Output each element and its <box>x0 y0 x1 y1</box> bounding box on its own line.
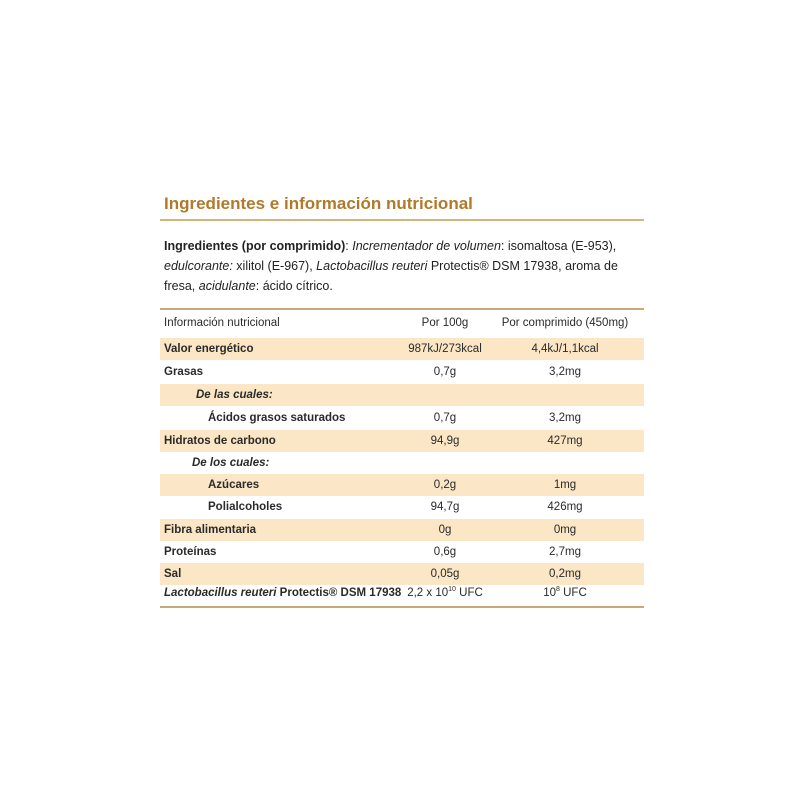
row-per-100g: 0,2g <box>433 479 457 491</box>
row-label: Azúcares <box>208 479 260 491</box>
probiotic-name-italic: Lactobacillus reuteri <box>164 587 277 599</box>
table-row <box>160 541 644 563</box>
row-per-tablet: 2,7mg <box>549 546 581 558</box>
header-per-tablet: Por comprimido (450mg) <box>501 317 629 329</box>
row-label: Grasas <box>164 366 204 378</box>
table-row-probiotic <box>160 582 644 604</box>
per-tablet-unit: UFC <box>559 587 587 599</box>
row-label: Ácidos grasos saturados <box>208 412 346 424</box>
row-label: Hidratos de carbono <box>164 435 276 447</box>
table-row <box>160 361 644 383</box>
row-per-100g: 0,6g <box>433 546 457 558</box>
per-tablet-base: 10 <box>543 587 557 599</box>
probiotic-name: Lactobacillus reuteri <box>316 259 428 273</box>
row-label <box>164 582 401 604</box>
row-label: Valor energético <box>164 343 254 355</box>
row-label: De los cuales: <box>192 457 270 469</box>
table-header-row <box>160 312 644 334</box>
ingredients-text-1: : <box>345 239 353 253</box>
table-row <box>160 407 644 429</box>
row-per-100g <box>390 582 500 604</box>
per100-exponent: 10 <box>448 586 456 594</box>
table-row <box>160 338 644 360</box>
row-per-100g: 0g <box>438 524 452 536</box>
table-row <box>160 474 644 496</box>
page-title: Ingredientes e información nutricional <box>164 194 473 213</box>
row-per-100g: 0,05g <box>430 568 460 580</box>
ingredients-text-3: xilitol (E-967), <box>232 259 317 273</box>
row-per-100g: 987kJ/273kcal <box>408 343 482 355</box>
row-per-tablet: 3,2mg <box>549 366 581 378</box>
row-per-100g: 94,7g <box>430 501 460 513</box>
row-label: De las cuales: <box>196 389 273 401</box>
table-top-rule <box>160 308 644 310</box>
probiotic-name-rest: Protectis® DSM 17938 <box>276 587 402 599</box>
row-per-100g: 94,9g <box>430 435 460 447</box>
row-per-tablet: 3,2mg <box>549 412 581 424</box>
ingredients-paragraph <box>164 236 644 296</box>
row-per-tablet: 0,2mg <box>549 568 581 580</box>
row-label: Sal <box>164 568 182 580</box>
ingredients-text-2: : isomaltosa (E-953), <box>500 239 617 253</box>
per-tablet-exponent: 8 <box>556 586 560 594</box>
row-per-tablet: 4,4kJ/1,1kcal <box>531 343 599 355</box>
row-per-tablet: 1mg <box>553 479 577 491</box>
table-bottom-rule <box>160 606 644 608</box>
row-per-100g: 0,7g <box>433 366 457 378</box>
row-per-tablet: 427mg <box>547 435 583 447</box>
ingredients-label: Ingredientes (por comprimido) <box>164 239 346 253</box>
row-per-tablet <box>490 582 640 604</box>
row-per-100g: 0,7g <box>433 412 457 424</box>
table-row <box>160 384 644 406</box>
per100-unit: UFC <box>455 587 483 599</box>
row-label: Fibra alimentaria <box>164 524 257 536</box>
row-per-tablet: 0mg <box>553 524 577 536</box>
acidulant-label: acidulante <box>198 279 256 293</box>
ingredients-text-4: Protectis® DSM 17938, aroma de fresa, <box>164 259 618 293</box>
ingredients-text-5: : ácido cítrico. <box>255 279 333 293</box>
row-per-tablet: 426mg <box>547 501 583 513</box>
bulking-agent-label: Incrementador de volumen <box>352 239 501 253</box>
row-label: Polialcoholes <box>208 501 283 513</box>
per100-base: 2,2 x 10 <box>407 587 449 599</box>
row-label: Proteínas <box>164 546 217 558</box>
header-nutrition: Información nutricional <box>164 317 280 329</box>
sweetener-label: edulcorante: <box>164 259 233 273</box>
table-row <box>160 496 644 518</box>
table-row <box>160 452 644 474</box>
header-per-100g: Por 100g <box>421 317 469 329</box>
title-divider <box>160 219 644 221</box>
table-row <box>160 519 644 541</box>
table-row <box>160 430 644 452</box>
